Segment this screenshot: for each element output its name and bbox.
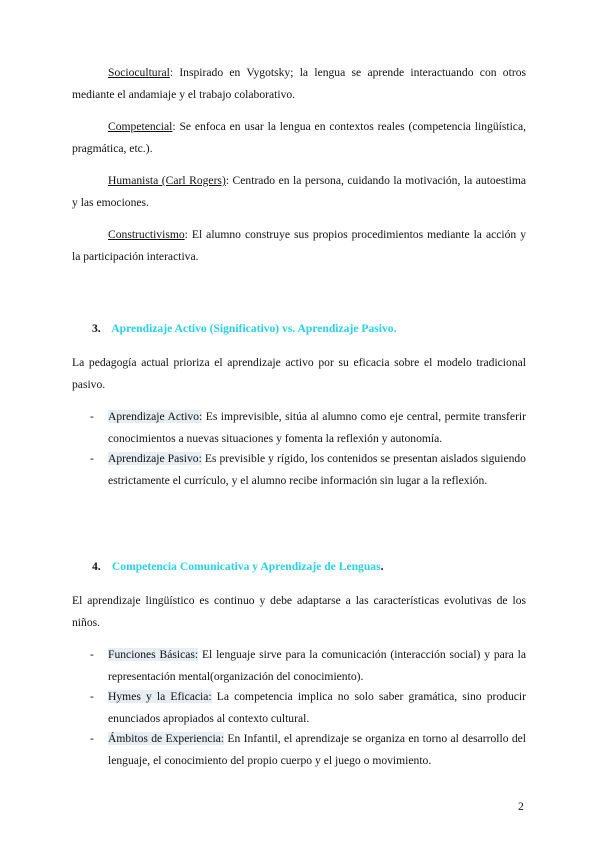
dash-marker: - [90, 732, 94, 745]
term-hymes: Hymes y la Eficacia: [108, 690, 212, 703]
dash-marker: - [90, 648, 94, 661]
section-intro-4: El aprendizaje lingüístico es continuo y debe adaptarse a las características evolutivas de los niños. [72, 594, 526, 629]
list-item-aprendizaje-pasivo [90, 448, 526, 491]
text-hymes: La competencia implica no solo saber gramática, sino producir enunciados apropiados al contexto cultural. [108, 690, 526, 725]
paragraph-competencial [72, 116, 526, 159]
list-item-hymes [90, 686, 526, 729]
text-aprendizaje-pasivo: Es previsible y rígido, los contenidos se presentan aislados siguiendo estrictamente el currículo, y el alumno recibe información sin lugar a la reflexión. [108, 452, 526, 487]
term-ambitos: Ámbitos de Experiencia: [108, 732, 225, 745]
term-competencial: Competencial [108, 120, 173, 133]
section-title-3: Aprendizaje Activo (Significativo) vs. Aprendizaje Pasivo. [111, 322, 397, 335]
page-number: 2 [518, 800, 524, 813]
text-humanista: : Centrado en la persona, cuidando la motivación, la autoestima y las emociones. [72, 174, 526, 209]
dash-marker: - [90, 410, 94, 423]
term-sociocultural: Sociocultural [108, 66, 170, 79]
list-item-ambitos [90, 728, 526, 771]
text-sociocultural: : Inspirado en Vygotsky; la lengua se aprende interactuando con otros mediante el andamiaje y el trabajo colaborativo. [72, 66, 526, 101]
term-aprendizaje-activo: Aprendizaje Activo: [108, 410, 203, 423]
section-title-4: Competencia Comunicativa y Aprendizaje de Lenguas [111, 560, 381, 573]
term-humanista: Humanista (Carl Rogers) [108, 174, 226, 187]
list-item-aprendizaje-activo [90, 406, 527, 449]
term-constructivismo: Constructivismo [108, 228, 185, 241]
section-title-4-period: . [380, 560, 384, 573]
section-heading-3 [92, 318, 532, 340]
section-heading-4 [92, 556, 532, 578]
text-ambitos: En Infantil, el aprendizaje se organiza en torno al desarrollo del lenguaje, el conocimiento del propio cuerpo y el juego o movimiento. [108, 732, 526, 767]
paragraph-constructivismo [72, 224, 526, 267]
paragraph-humanista [72, 170, 526, 213]
text-funciones-basicas: El lenguaje sirve para la comunicación (interacción social) y para la representación mental(organización del conocimiento). [108, 648, 526, 683]
dash-marker: - [90, 452, 94, 465]
text-aprendizaje-activo: Es imprevisible, sitúa al alumno como eje central, permite transferir conocimientos a nuevas situaciones y fomenta la reflexión y autonomía. [108, 410, 527, 445]
section-intro-3: La pedagogía actual prioriza el aprendizaje activo por su eficacia sobre el modelo tradicional pasivo. [72, 356, 526, 391]
section-number-3: 3. [92, 322, 101, 335]
dash-marker: - [90, 690, 94, 703]
term-funciones-basicas: Funciones Básicas: [108, 648, 199, 661]
text-constructivismo: : El alumno construye sus propios procedimientos mediante la acción y la participación interactiva. [72, 228, 526, 263]
term-aprendizaje-pasivo: Aprendizaje Pasivo: [108, 452, 202, 465]
list-item-funciones-basicas [90, 644, 526, 687]
paragraph-sociocultural [72, 62, 526, 105]
text-competencial: : Se enfoca en usar la lengua en contextos reales (competencia lingüística, pragmática, etc.). [72, 120, 526, 155]
section-number-4: 4. [92, 560, 101, 573]
